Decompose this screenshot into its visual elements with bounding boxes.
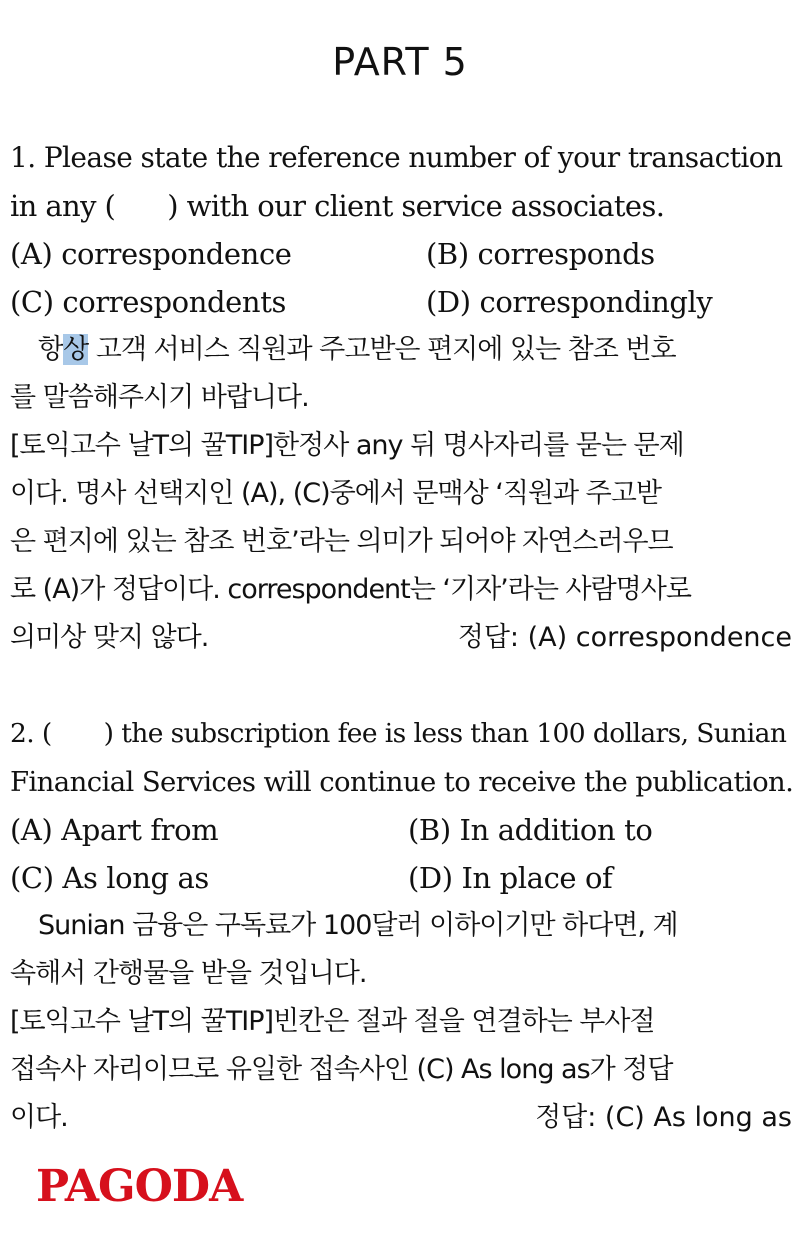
q2-option-a: (A) Apart from [10,813,219,847]
q2-stem-line2: Financial Services will continue to receive the publication. [10,766,794,798]
q1-tip-line4: 로 (A)가 정답이다. correspondent는 ‘기자’라는 사람명사로 [10,574,691,605]
q2-option-d: (D) In place of [408,861,613,895]
q1-translation-post: 고객 서비스 직원과 주고받은 편지에 있는 참조 번호 [88,334,676,365]
q1-stem-pre: in any ( [10,189,116,223]
q2-stem-line1 [10,710,794,758]
q2-translation-line2: 속해서 간행물을 받을 것입니다. [10,958,367,989]
q1-tip-line1: [토익고수 날T의 꿀TIP]한정사 any 뒤 명사자리를 묻는 문제 [10,430,684,461]
q1-translation-line2: 를 말씀해주시기 바랍니다. [10,382,309,413]
q1-translation-line1 [38,326,794,374]
q2-stem-pre: 2. ( [10,718,52,749]
pagoda-logo: PAGODA [36,1161,243,1212]
q2-tip-line1: [토익고수 날T의 꿀TIP]빈칸은 절과 절을 연결하는 부사절 [10,1006,655,1037]
q1-stem-line1: 1. Please state the reference number of your transaction [10,141,783,174]
q1-stem-post: ) with our client service associates. [167,189,665,223]
q2-answer: 정답: (C) As long as [535,1102,792,1133]
q2-tip-line2: 접속사 자리이므로 유일한 접속사인 (C) As long as가 정답 [10,1054,673,1085]
q1-stem-line2 [10,182,794,230]
q1-tip-line2: 이다. 명사 선택지인 (A), (C)중에서 문맥상 ‘직원과 주고받 [10,478,661,509]
q1-option-d: (D) correspondingly [426,285,713,319]
q2-tip-line3: 이다. [10,1102,68,1133]
q1-translation-highlight: 상 [63,334,89,365]
page-title: PART 5 [332,40,468,84]
q1-option-c: (C) correspondents [10,285,286,319]
q1-tip-line5: 의미상 맞지 않다. [10,622,209,653]
q1-tip-line3: 은 편지에 있는 참조 번호’라는 의미가 되어야 자연스러우므 [10,526,673,557]
q1-answer: 정답: (A) correspondence [457,622,792,653]
q2-translation-line1: Sunian 금융은 구독료가 100달러 이하이기만 하다면, 계 [38,910,678,941]
q2-option-b: (B) In addition to [408,813,653,847]
q1-option-b: (B) corresponds [426,237,655,271]
q1-option-a: (A) correspondence [10,237,292,271]
q2-stem-post: ) the subscription fee is less than 100 dollars, Sunian [103,718,787,749]
q2-option-c: (C) As long as [10,861,209,895]
q1-translation-pre: 항 [38,334,64,365]
